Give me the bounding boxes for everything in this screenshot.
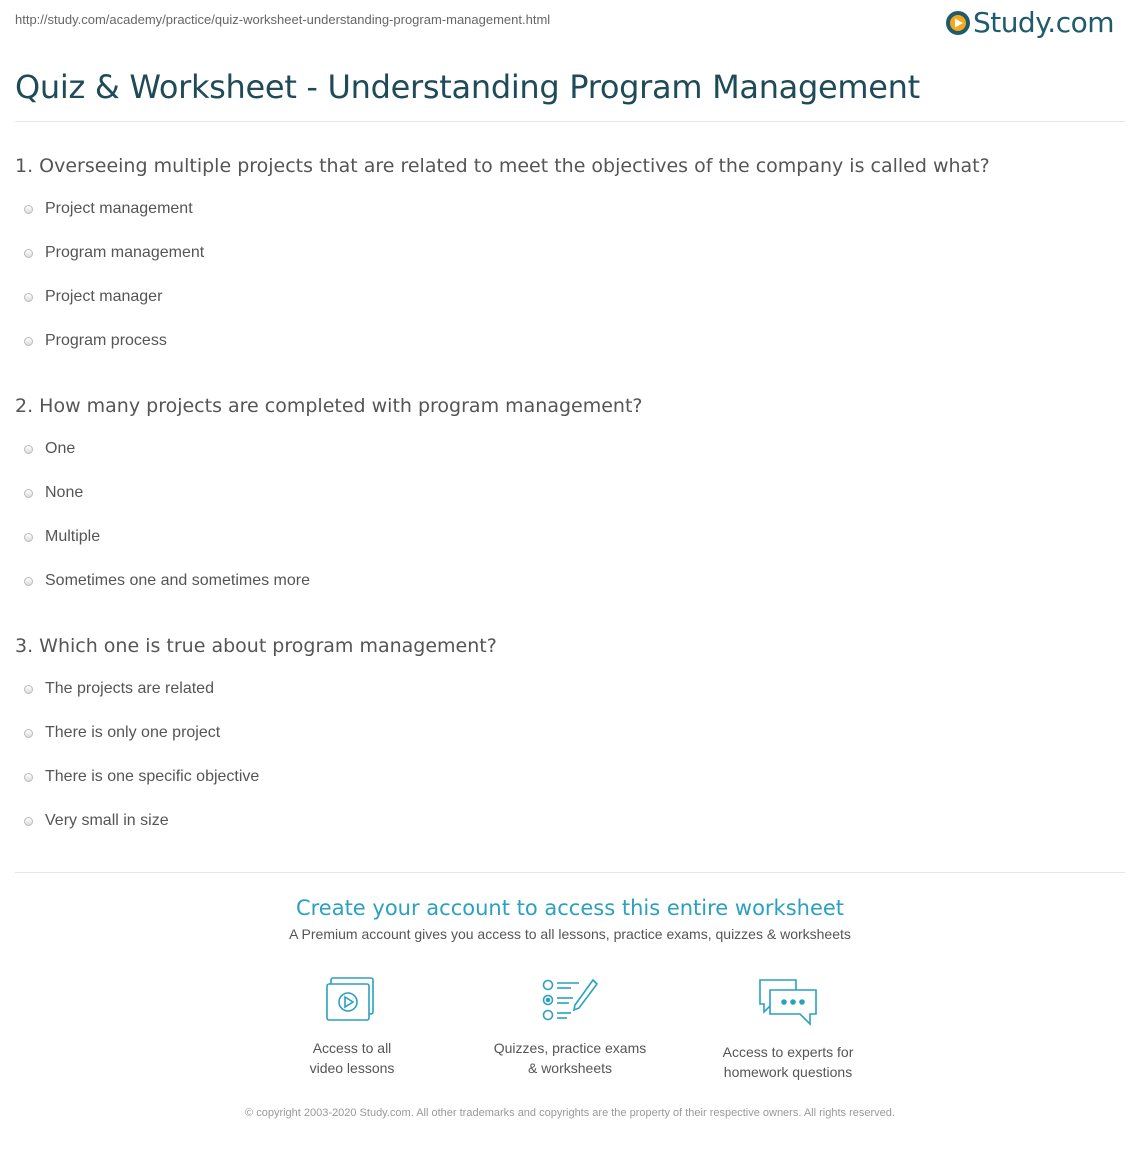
play-logo-icon — [945, 10, 971, 36]
feature-label-line: Access to experts for — [722, 1044, 854, 1060]
radio-button[interactable] — [24, 489, 33, 498]
option-label: None — [45, 484, 84, 501]
feature-label-line: Quizzes, practice exams — [493, 1040, 647, 1056]
answer-options — [15, 187, 1125, 363]
option-label: Program process — [45, 332, 167, 349]
question-text: 1. Overseeing multiple projects that are related to meet the objectives of the company is called what? — [15, 155, 990, 177]
feature-label-line: video lessons — [309, 1060, 395, 1076]
answer-options — [15, 667, 1125, 843]
study-logo[interactable] — [945, 6, 1114, 39]
option-label: Program management — [45, 244, 205, 261]
option-label: There is one specific objective — [45, 768, 260, 785]
option-label: Multiple — [45, 528, 101, 545]
page-url: http://study.com/academy/practice/quiz-worksheet-understanding-program-management.html — [15, 12, 551, 27]
option-label: There is only one project — [45, 724, 221, 741]
option-label: Sometimes one and sometimes more — [45, 572, 310, 589]
question-2 — [15, 395, 1125, 603]
chat-bubbles-icon — [756, 976, 820, 1028]
answer-option[interactable] — [15, 559, 1125, 603]
title-divider — [15, 121, 1125, 122]
radio-button[interactable] — [24, 337, 33, 346]
radio-button[interactable] — [24, 533, 33, 542]
feature-quizzes — [481, 976, 659, 1082]
logo-text: Study.com — [972, 6, 1114, 39]
feature-label-line: & worksheets — [527, 1060, 613, 1076]
feature-video-lessons — [263, 976, 441, 1082]
radio-button[interactable] — [24, 249, 33, 258]
radio-button[interactable] — [24, 773, 33, 782]
radio-button[interactable] — [24, 293, 33, 302]
create-account-link[interactable]: Create your account to access this entire worksheet — [295, 896, 845, 920]
radio-button[interactable] — [24, 445, 33, 454]
radio-button[interactable] — [24, 685, 33, 694]
answer-options — [15, 427, 1125, 603]
question-text: 3. Which one is true about program management? — [15, 635, 497, 657]
answer-option[interactable] — [15, 799, 1125, 843]
answer-option[interactable] — [15, 667, 1125, 711]
quiz-checklist-icon — [541, 976, 599, 1024]
feature-experts — [699, 976, 877, 1082]
video-lessons-icon — [325, 976, 379, 1024]
cta-subtitle: A Premium account gives you access to all lessons, practice exams, quizzes & worksheets — [289, 926, 851, 942]
answer-option[interactable] — [15, 711, 1125, 755]
option-label: One — [45, 440, 76, 457]
feature-label-line: Access to all — [312, 1040, 392, 1056]
option-label: Project management — [45, 200, 193, 217]
answer-option[interactable] — [15, 319, 1125, 363]
radio-button[interactable] — [24, 729, 33, 738]
radio-button[interactable] — [24, 817, 33, 826]
feature-label-line: homework questions — [723, 1064, 853, 1080]
page-title: Quiz & Worksheet - Understanding Program Management — [15, 68, 920, 106]
answer-option[interactable] — [15, 515, 1125, 559]
answer-option[interactable] — [15, 231, 1125, 275]
option-label: Project manager — [45, 288, 163, 305]
question-1 — [15, 155, 1125, 363]
option-label: The projects are related — [45, 680, 214, 697]
copyright-notice: © copyright 2003-2020 Study.com. All other trademarks and copyrights are the property of their respective owners. All rights reserved. — [245, 1107, 895, 1119]
option-label: Very small in size — [45, 812, 169, 829]
question-3 — [15, 635, 1125, 843]
radio-button[interactable] — [24, 577, 33, 586]
answer-option[interactable] — [15, 275, 1125, 319]
answer-option[interactable] — [15, 427, 1125, 471]
cta-divider — [15, 872, 1125, 873]
answer-option[interactable] — [15, 755, 1125, 799]
question-text: 2. How many projects are completed with program management? — [15, 395, 643, 417]
answer-option[interactable] — [15, 187, 1125, 231]
answer-option[interactable] — [15, 471, 1125, 515]
radio-button[interactable] — [24, 205, 33, 214]
premium-features — [0, 976, 1140, 1082]
